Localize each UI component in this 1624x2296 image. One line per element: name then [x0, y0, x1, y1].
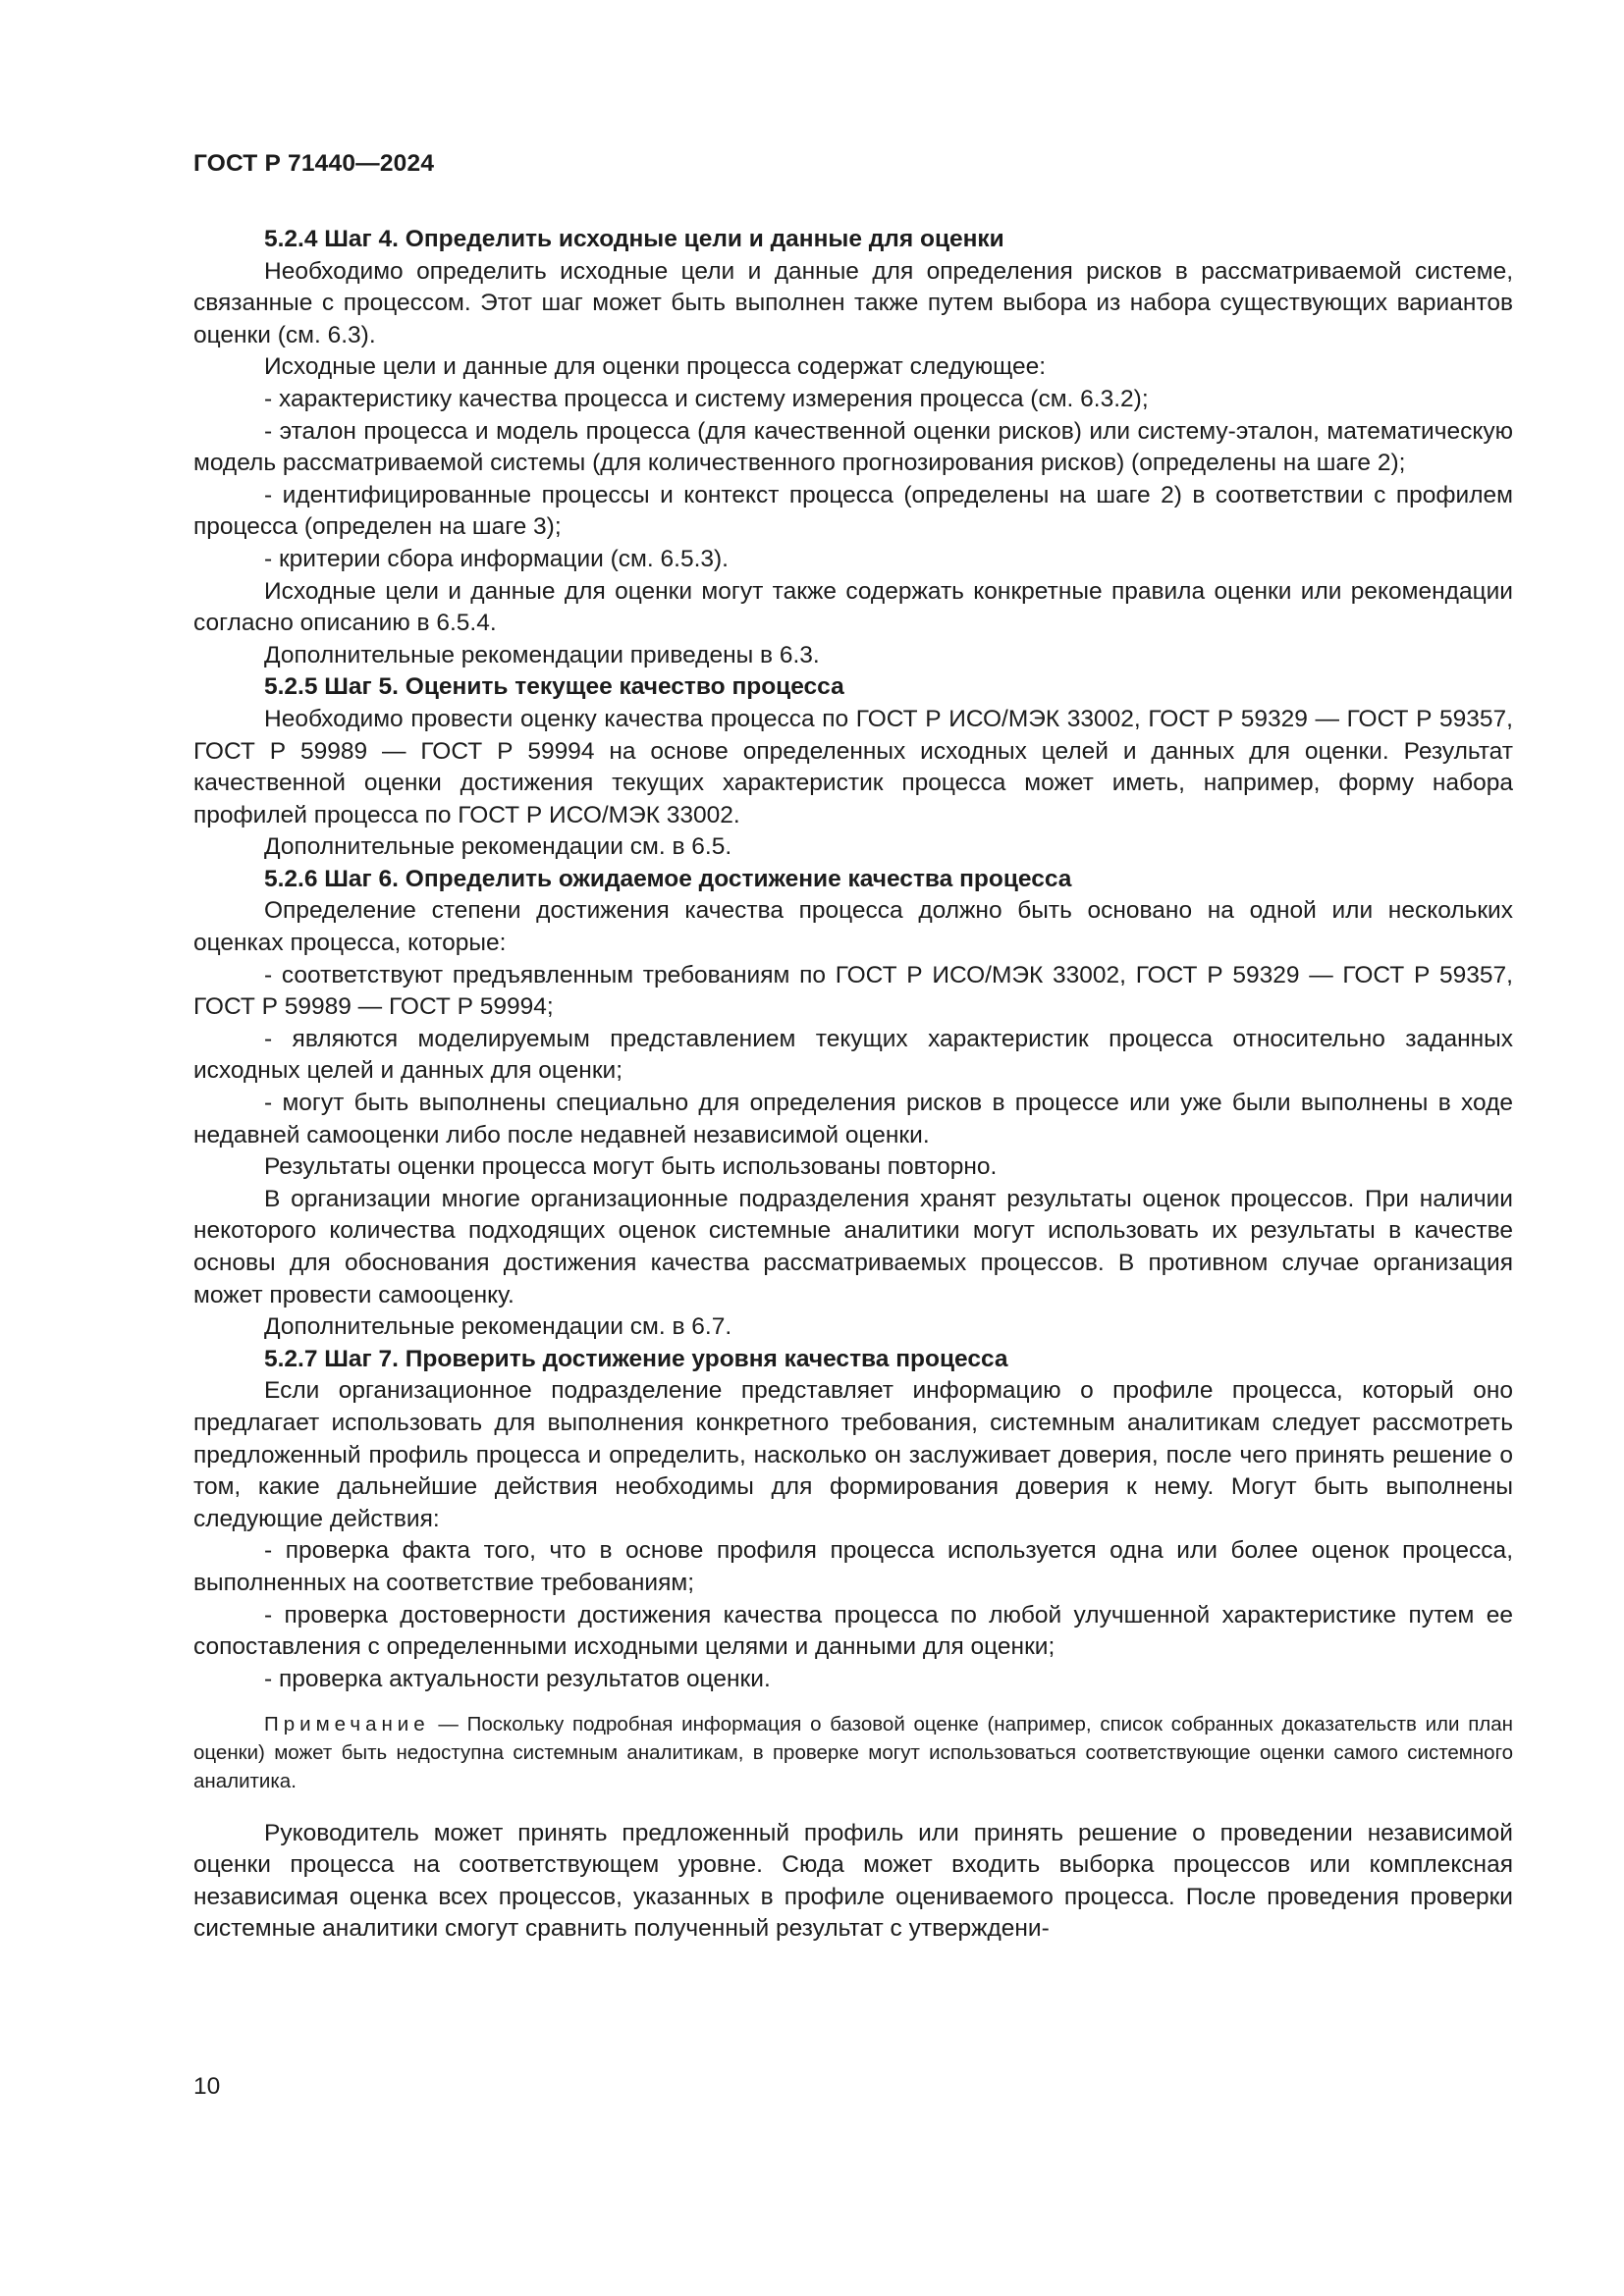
list-item: - эталон процесса и модель процесса (для качественной оценки рисков) или систему-эталон, математическую модель рассматриваемой системы (для количественного прогнозирования рисков) (определены на шаге 2);	[193, 417, 1513, 477]
list-item: - соответствуют предъявленным требованиям по ГОСТ Р ИСО/МЭК 33002, ГОСТ Р 59329 — ГОСТ Р 59357, ГОСТ Р 59989 — ГОСТ Р 59994;	[193, 961, 1513, 1021]
section-heading-5-2-7: 5.2.7 Шаг 7. Проверить достижение уровня качества процесса	[264, 1345, 1008, 1372]
paragraph: Дополнительные рекомендации см. в 6.7.	[264, 1313, 732, 1341]
paragraph: Дополнительные рекомендации см. в 6.5.	[264, 833, 732, 861]
list-item: - проверка достоверности достижения качества процесса по любой улучшенной характеристике путем ее сопоставления с определенными исходными целями и данными для оценки;	[193, 1601, 1513, 1661]
paragraph: Определение степени достижения качества процесса должно быть основано на одной или нескольких оценках процесса, которые:	[193, 897, 1513, 957]
paragraph: Необходимо провести оценку качества процесса по ГОСТ Р ИСО/МЭК 33002, ГОСТ Р 59329 — ГОСТ Р 59357, ГОСТ Р 59989 — ГОСТ Р 59994 на основе определенных исходных целей и данных для оценки. Результат качественной оценки достижения текущих характеристик процесса может иметь, например, форму набора профилей процесса по ГОСТ Р ИСО/МЭК 33002.	[193, 705, 1513, 828]
note-text: — Поскольку подробная информация о базовой оценке (например, список собранных доказательств или план оценки) может быть недоступна системным аналитикам, в проверке могут использоваться соответствующие оценки самого системного аналитика.	[193, 1713, 1513, 1792]
list-item: - идентифицированные процессы и контекст процесса (определены на шаге 2) в соответствии с профилем процесса (определен на шаге 3);	[193, 481, 1513, 541]
section-heading-5-2-6: 5.2.6 Шаг 6. Определить ожидаемое достижение качества процесса	[264, 865, 1072, 892]
document-header: ГОСТ Р 71440—2024	[193, 150, 435, 177]
list-item: - критерии сбора информации (см. 6.5.3).	[264, 545, 729, 572]
paragraph: Руководитель может принять предложенный профиль или принять решение о проведении независимой оценки процесса на соответствующем уровне. Сюда может входить выборка процессов или комплексная независимая оценка всех процессов, указанных в профиле оцениваемого процесса. После проведения проверки системные аналитики смогут сравнить полученный результат с утверждени-	[193, 1819, 1513, 1943]
section-heading-5-2-5: 5.2.5 Шаг 5. Оценить текущее качество процесса	[264, 673, 844, 701]
paragraph: Необходимо определить исходные цели и данные для определения рисков в рассматриваемой системе, связанные с процессом. Этот шаг может быть выполнен также путем выбора из набора существующих вариантов оценки (см. 6.3).	[193, 257, 1513, 348]
paragraph: В организации многие организационные подразделения хранят результаты оценок процессов. При наличии некоторого количества подходящих оценок системные аналитики могут использовать их результаты в качестве основы для обоснования достижения качества рассматриваемых процессов. В противном случае организация может провести самооценку.	[193, 1185, 1513, 1308]
paragraph: Исходные цели и данные для оценки процесса содержат следующее:	[264, 353, 1047, 381]
list-item: - могут быть выполнены специально для определения рисков в процессе или уже были выполнены в ходе недавней самооценки либо после недавней независимой оценки.	[193, 1090, 1513, 1148]
list-item: - являются моделируемым представлением текущих характеристик процесса относительно заданных исходных целей и данных для оценки;	[193, 1025, 1513, 1085]
paragraph: Результаты оценки процесса могут быть использованы повторно.	[264, 1153, 998, 1181]
section-heading-5-2-4: 5.2.4 Шаг 4. Определить исходные цели и данные для оценки	[264, 226, 1004, 252]
list-item: - проверка факта того, что в основе профиля процесса используется одна или более оценок процесса, выполненных на соответствие требованиям;	[193, 1537, 1513, 1596]
paragraph: Дополнительные рекомендации приведены в 6.3.	[264, 641, 820, 668]
paragraph: Если организационное подразделение представляет информацию о профиле процесса, который оно предлагает использовать для выполнения конкретного требования, системным аналитикам следует рассмотреть предложенный профиль процесса и определить, насколько он заслуживает доверия, после чего принять решение о том, какие дальнейшие действия необходимы для формирования доверия к нему. Могут быть выполнены следующие действия:	[193, 1377, 1513, 1532]
page-number: 10	[193, 2073, 221, 2100]
note-label: Примечание	[264, 1713, 430, 1736]
note	[193, 1711, 1513, 1795]
paragraph: Исходные цели и данные для оценки могут также содержать конкретные правила оценки или рекомендации согласно описанию в 6.5.4.	[193, 577, 1513, 637]
list-item: - проверка актуальности результатов оценки.	[264, 1665, 771, 1692]
list-item: - характеристику качества процесса и систему измерения процесса (см. 6.3.2);	[264, 385, 1149, 412]
document-body	[193, 224, 1513, 1946]
